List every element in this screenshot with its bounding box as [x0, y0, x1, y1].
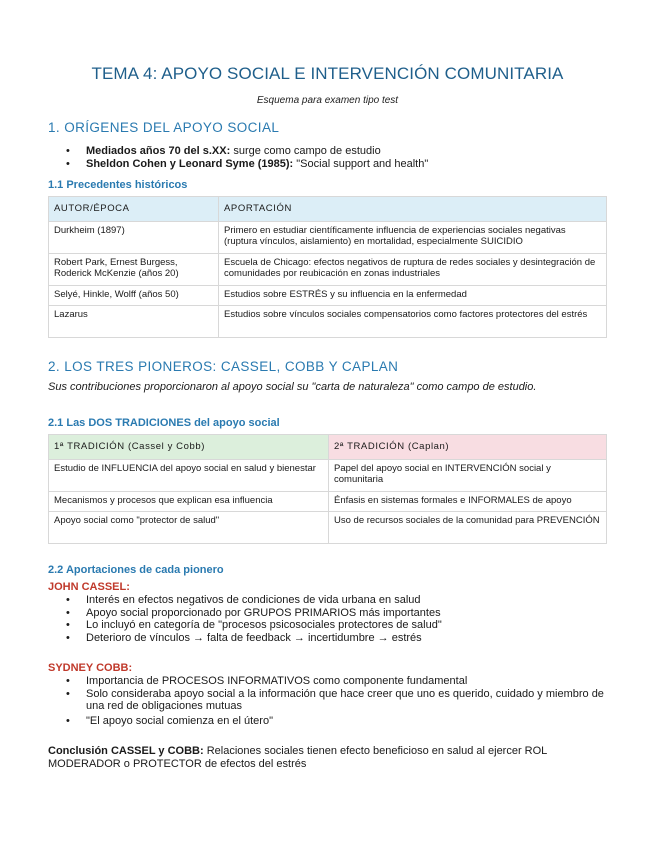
list-item: • Importancia de PROCESOS INFORMATIVOS como componente fundamental	[66, 675, 611, 688]
conclusion-label: Conclusión CASSEL y COBB:	[48, 745, 204, 757]
table-row: Robert Park, Ernest Burgess, Roderick McKenzie (años 20) Escuela de Chicago: efectos negativos de ruptura de redes sociales y desintegración de comunidades por reubicación en zonas industriales	[49, 253, 607, 285]
list-item: • Apoyo social proporcionado por GRUPOS PRIMARIOS más importantes	[66, 607, 611, 620]
document-title: TEMA 4: APOYO SOCIAL E INTERVENCIÓN COMUNITARIA	[91, 64, 564, 83]
john-cassel-heading: JOHN CASSEL:	[48, 581, 130, 593]
section-2-heading: 2. LOS TRES PIONEROS: CASSEL, COBB Y CAPLAN	[48, 359, 399, 374]
table-row: Apoyo social como "protector de salud" Uso de recursos sociales de la comunidad para PREVENCIÓN	[49, 511, 607, 543]
conclusion-text: Relaciones sociales tienen efecto beneficioso en salud al ejercer ROL MODERADOR o PROTECTOR de efectos del estrés	[48, 745, 547, 770]
list-item: • Solo consideraba apoyo social a la información que hace creer que uno es querido, cuidado y miembro de una red de obligaciones mutuas	[66, 688, 611, 713]
two-traditions-table	[48, 434, 607, 544]
list-item: • "El apoyo social comienza en el útero"	[66, 715, 611, 728]
cassel-contributions-list	[66, 594, 611, 645]
table-row: Durkheim (1897) Primero en estudiar científicamente influencia de experiencias sociales negativas (ruptura vínculos, aislamiento) en mortalidad, especialmente SUICIDIO	[49, 221, 607, 253]
column-header: 1ª TRADICIÓN (Cassel y Cobb)	[49, 435, 329, 460]
section-2-2-heading: 2.2 Aportaciones de cada pionero	[48, 564, 224, 576]
table-row: Selyé, Hinkle, Wolff (años 50) Estudios sobre ESTRÉS y su influencia en la enfermedad	[49, 285, 607, 305]
section-2-1-heading: 2.1 Las DOS TRADICIONES del apoyo social	[48, 417, 280, 429]
sydney-cobb-heading: SYDNEY COBB:	[48, 662, 133, 674]
column-header: 2ª TRADICIÓN (Caplan)	[329, 435, 607, 460]
document-subtitle: Esquema para examen tipo test	[256, 95, 399, 106]
section-1-heading: 1. ORÍGENES DEL APOYO SOCIAL	[48, 120, 280, 135]
historical-precedents-table	[48, 196, 607, 338]
table-header-row	[49, 197, 607, 222]
cobb-contributions-list	[66, 675, 611, 728]
list-item: • Deterioro de vínculos → falta de feedback → incertidumbre → estrés	[66, 632, 611, 645]
section-1-1-heading: 1.1 Precedentes históricos	[48, 179, 188, 191]
list-item: • Mediados años 70 del s.XX: surge como campo de estudio	[66, 145, 428, 158]
list-item: • Lo incluyó en categoría de "procesos psicosociales protectores de salud"	[66, 619, 611, 632]
column-header: AUTOR/ÉPOCA	[49, 197, 219, 222]
conclusion-paragraph	[48, 745, 608, 771]
list-item: • Sheldon Cohen y Leonard Syme (1985): "Social support and health"	[66, 158, 428, 171]
table-row: Estudio de INFLUENCIA del apoyo social en salud y bienestar Papel del apoyo social en INTERVENCIÓN social y comunitaria	[49, 459, 607, 491]
section-2-intro: Sus contribuciones proporcionaron al apoyo social su "carta de naturaleza" como campo de estudio.	[48, 381, 537, 393]
table-row: Mecanismos y procesos que explican esa influencia Énfasis en sistemas formales e INFORMALES de apoyo	[49, 491, 607, 511]
origins-list	[66, 145, 428, 171]
table-header-row	[49, 435, 607, 460]
list-item: • Interés en efectos negativos de condiciones de vida urbana en salud	[66, 594, 611, 607]
table-row: Lazarus Estudios sobre vínculos sociales compensatorios como factores protectores del estrés	[49, 305, 607, 337]
column-header: APORTACIÓN	[219, 197, 607, 222]
